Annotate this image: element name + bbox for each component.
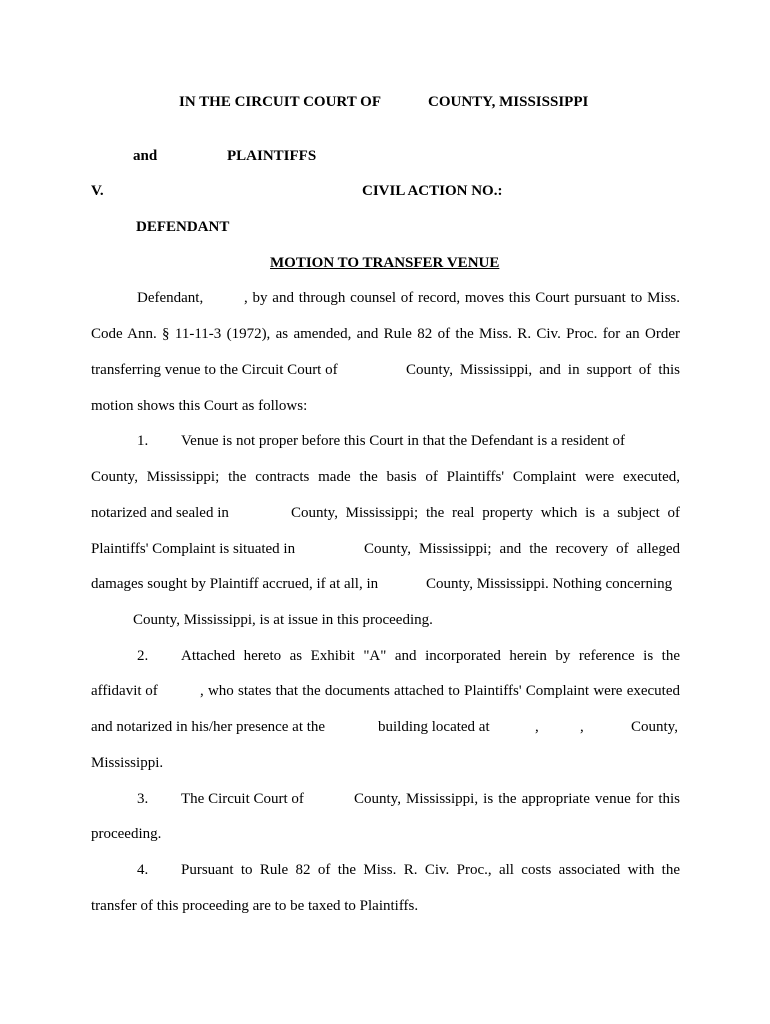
para4-line-1: Pursuant to Rule 82 of the Miss. R. Civ. Proc., all costs associated with the <box>181 862 680 878</box>
caption-civil-action: CIVIL ACTION NO.: <box>362 183 503 199</box>
para1-number: 1. <box>137 433 149 449</box>
intro-line-3a: transferring venue to the Circuit Court of <box>91 362 338 378</box>
para2-number: 2. <box>137 648 149 664</box>
para2-line-3d: , <box>580 719 584 735</box>
para2-line-3b: building located at <box>378 719 490 735</box>
caption-defendant: DEFENDANT <box>136 219 230 235</box>
para1-line-3b: County, Mississippi; the real property which is a subject of <box>291 505 680 521</box>
para2-line-2b: , who states that the documents attached to Plaintiffs' Complaint were executed <box>200 683 680 699</box>
para1-line-2: County, Mississippi; the contracts made the basis of Plaintiffs' Complaint were executed, <box>91 469 680 485</box>
para4-line-2: transfer of this proceeding are to be taxed to Plaintiffs. <box>91 898 419 914</box>
court-heading-left: IN THE CIRCUIT COURT OF <box>179 94 382 110</box>
para3-line-1a: The Circuit Court of <box>181 791 304 807</box>
caption-and: and <box>133 148 158 164</box>
para2-line-2a: affidavit of <box>91 683 158 699</box>
para1-line-1: Venue is not proper before this Court in that the Defendant is a resident of <box>181 433 626 449</box>
para4-number: 4. <box>137 862 149 878</box>
court-heading-right: COUNTY, MISSISSIPPI <box>428 94 589 110</box>
para2-line-3c: , <box>535 719 539 735</box>
para1-line-6: County, Mississippi, is at issue in this proceeding. <box>133 612 433 628</box>
para2-line-3e: County, <box>631 719 678 735</box>
para3-line-2: proceeding. <box>91 826 162 842</box>
para3-number: 3. <box>137 791 149 807</box>
caption-versus: V. <box>91 183 104 199</box>
intro-line-3b: County, Mississippi, and in support of this <box>406 362 680 378</box>
para2-line-1: Attached hereto as Exhibit "A" and incorporated herein by reference is the <box>181 648 680 664</box>
para1-line-4a: Plaintiffs' Complaint is situated in <box>91 541 296 557</box>
para2-line-3a: and notarized in his/her presence at the <box>91 719 326 735</box>
para1-line-5b: County, Mississippi. Nothing concerning <box>426 576 673 592</box>
para1-line-3a: notarized and sealed in <box>91 505 229 521</box>
para2-line-4: Mississippi. <box>91 755 164 771</box>
para3-line-1b: County, Mississippi, is the appropriate venue for this <box>354 791 680 807</box>
intro-line-1b: , by and through counsel of record, moves this Court pursuant to Miss. <box>244 290 680 306</box>
intro-line-4: motion shows this Court as follows: <box>91 398 308 414</box>
intro-line-2: Code Ann. § 11-11-3 (1972), as amended, and Rule 82 of the Miss. R. Civ. Proc. for an Order <box>91 326 680 342</box>
para1-line-4b: County, Mississippi; and the recovery of alleged <box>364 541 680 557</box>
intro-line-1a: Defendant, <box>137 290 204 306</box>
document-title: MOTION TO TRANSFER VENUE <box>270 255 500 271</box>
para1-line-5a: damages sought by Plaintiff accrued, if at all, in <box>91 576 379 592</box>
caption-plaintiffs: PLAINTIFFS <box>227 148 317 164</box>
